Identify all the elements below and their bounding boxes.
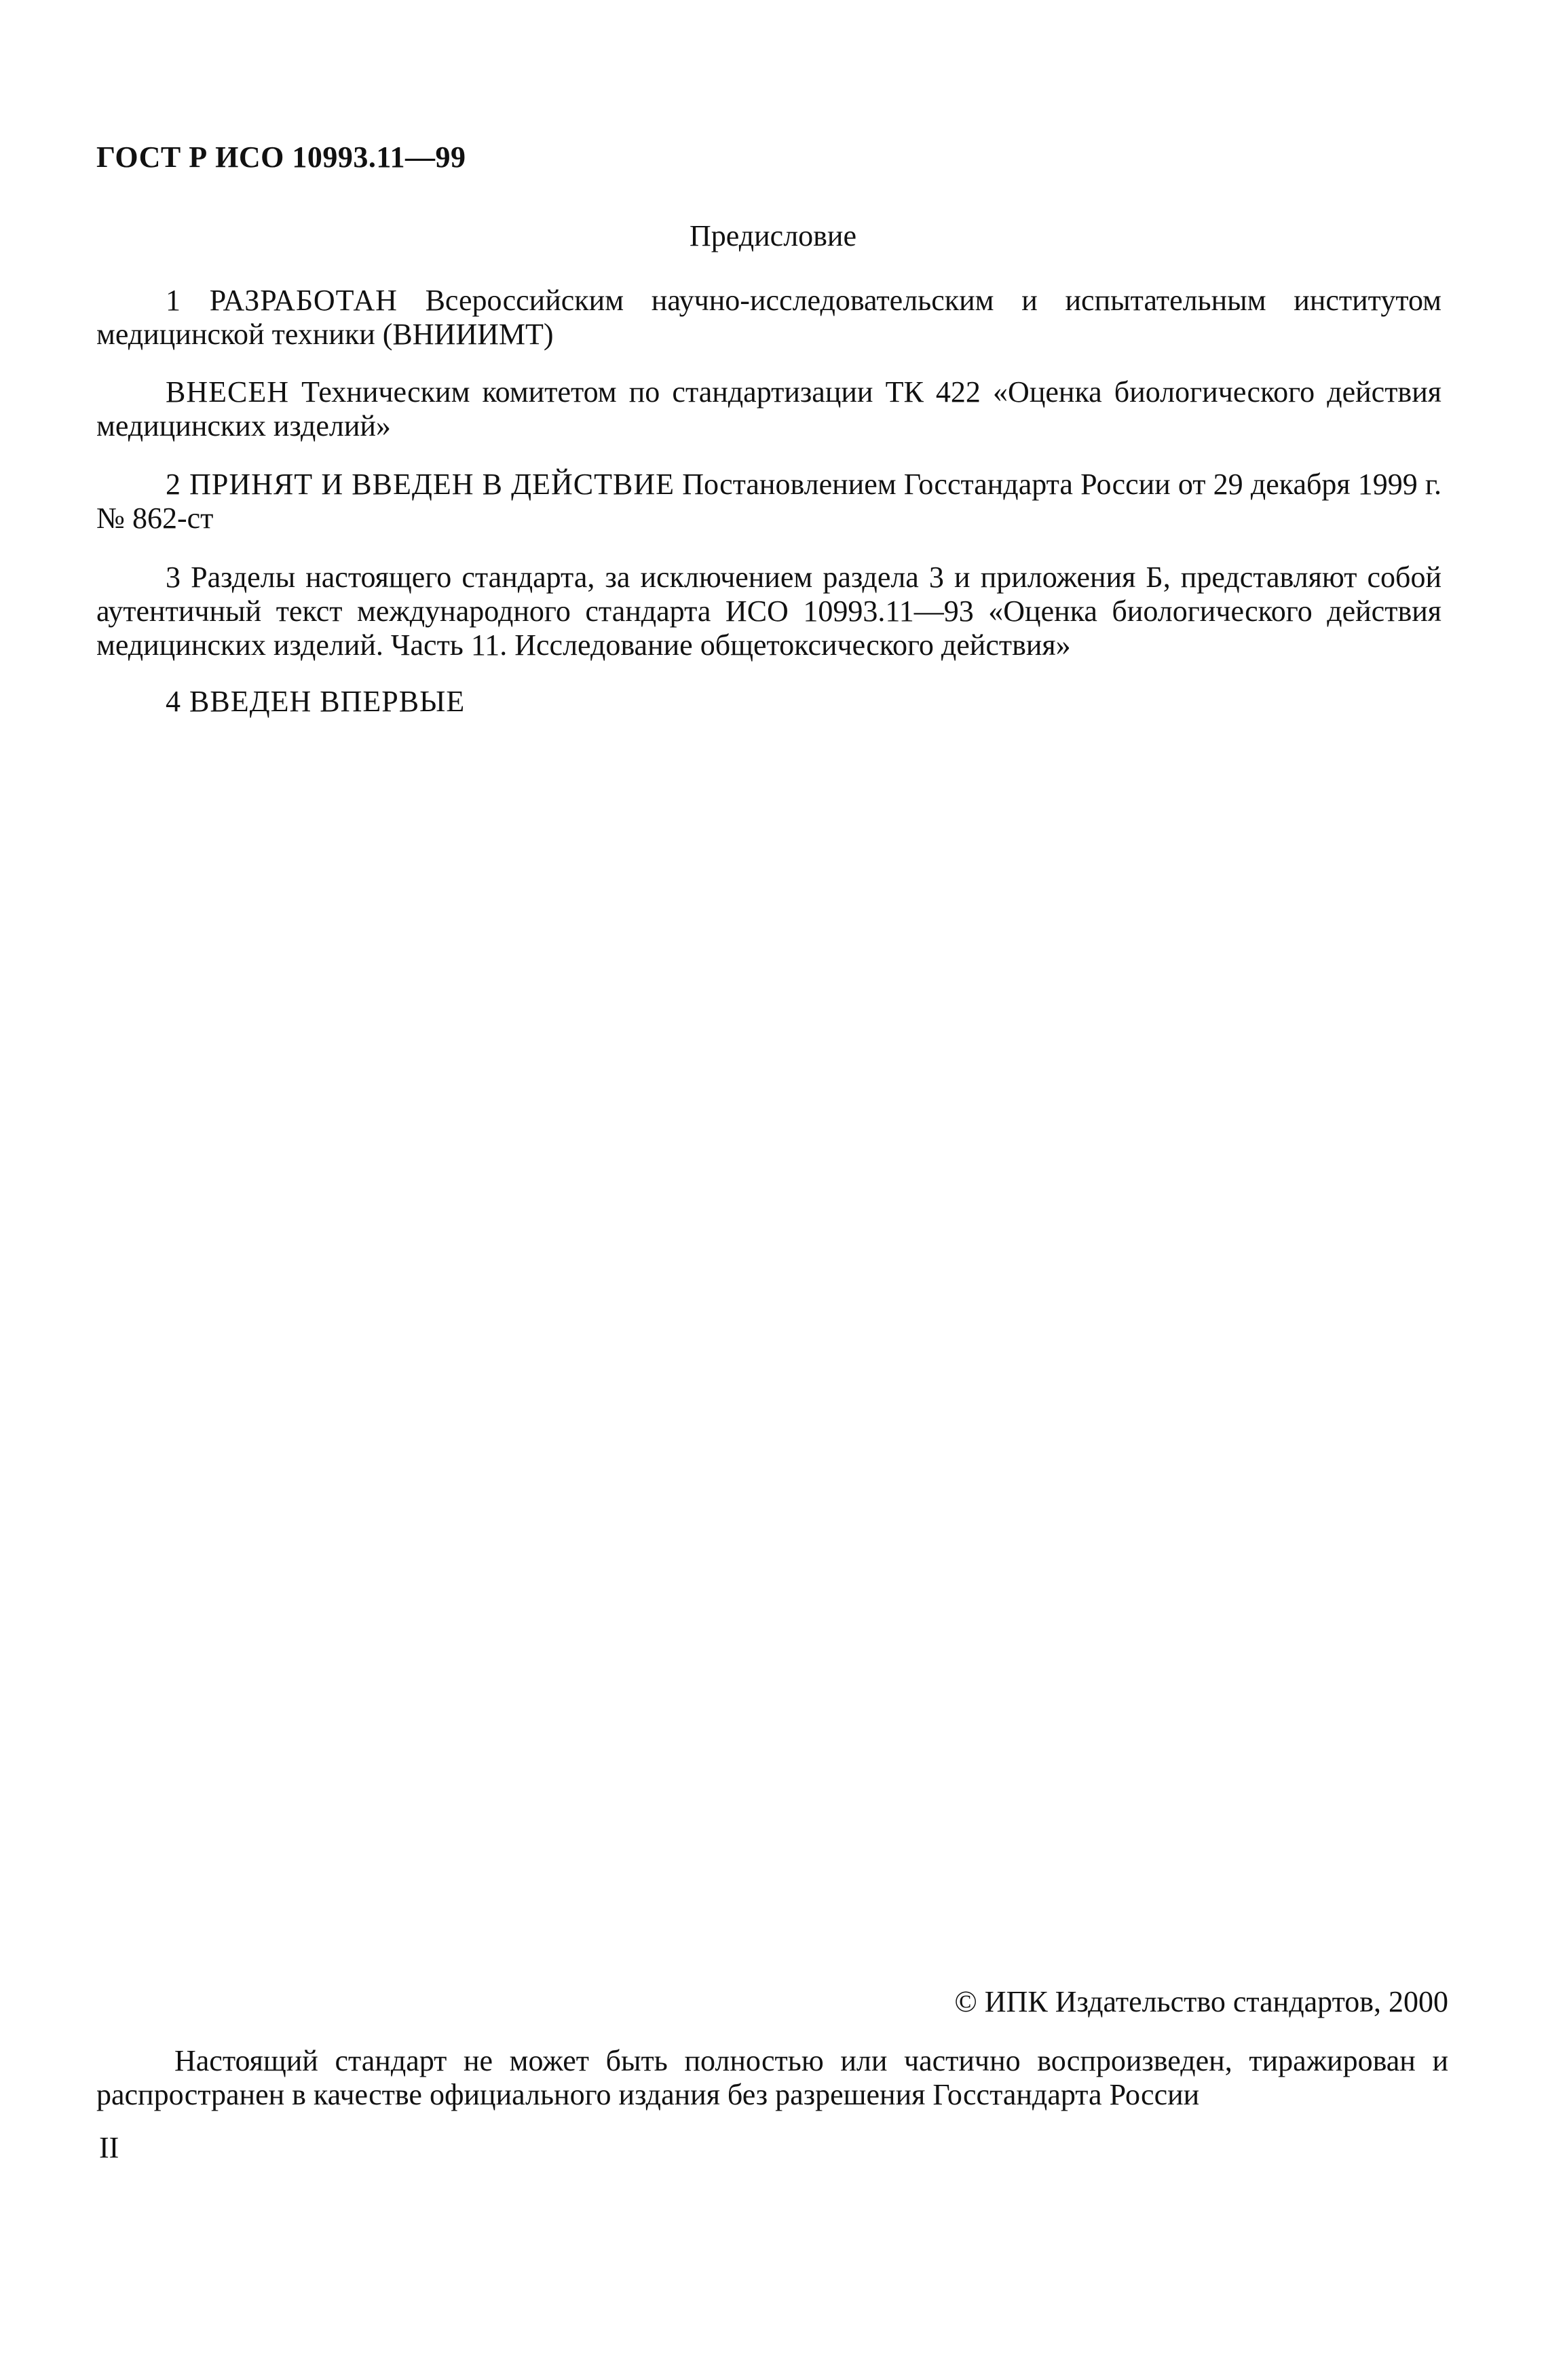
developed-text: Всероссийским научно-исследовательским и испытательным институтом медицинской техники (ВНИИИМТ) xyxy=(96,284,1441,351)
reproduction-notice: Настоящий стандарт не может быть полностью или частично воспроизведен, тиражирован и распространен в качестве официального издания без разрешения Госстандарта России xyxy=(96,2044,1448,2111)
copyright-line: © ИПК Издательство стандартов, 2000 xyxy=(954,1985,1448,2018)
page-number: II xyxy=(99,2131,119,2164)
preface-item-sections: 3 Разделы настоящего стандарта, за исключением раздела 3 и приложения Б, представляют собой аутентичный текст международного стандарта ИСО 10993.11—93 «Оценка биологического действия медицинских изделий. Часть 11. Исследование общетоксического действия» xyxy=(96,561,1441,662)
preface-item-introduced xyxy=(96,375,1441,443)
introduced-text: Техническим комитетом по стандартизации ТК 422 «Оценка биологического действия медицинских изделий» xyxy=(96,375,1441,442)
developed-label: 1 РАЗРАБОТАН xyxy=(166,284,398,317)
adopted-label: 2 ПРИНЯТ И ВВЕДЕН В ДЕЙСТВИЕ xyxy=(166,468,675,501)
preface-title: Предисловие xyxy=(690,219,856,252)
preface-item-adopted xyxy=(96,468,1441,535)
introduced-label: ВНЕСЕН xyxy=(166,375,289,409)
adopted-text: Постановлением Госстандарта России от 29 декабря 1999 г. № 862-ст xyxy=(96,468,1441,535)
document-code-header: ГОСТ Р ИСО 10993.11—99 xyxy=(96,140,466,174)
preface-item-developed xyxy=(96,284,1441,352)
preface-item-first-introduced: 4 ВВЕДЕН ВПЕРВЫЕ xyxy=(166,685,466,718)
